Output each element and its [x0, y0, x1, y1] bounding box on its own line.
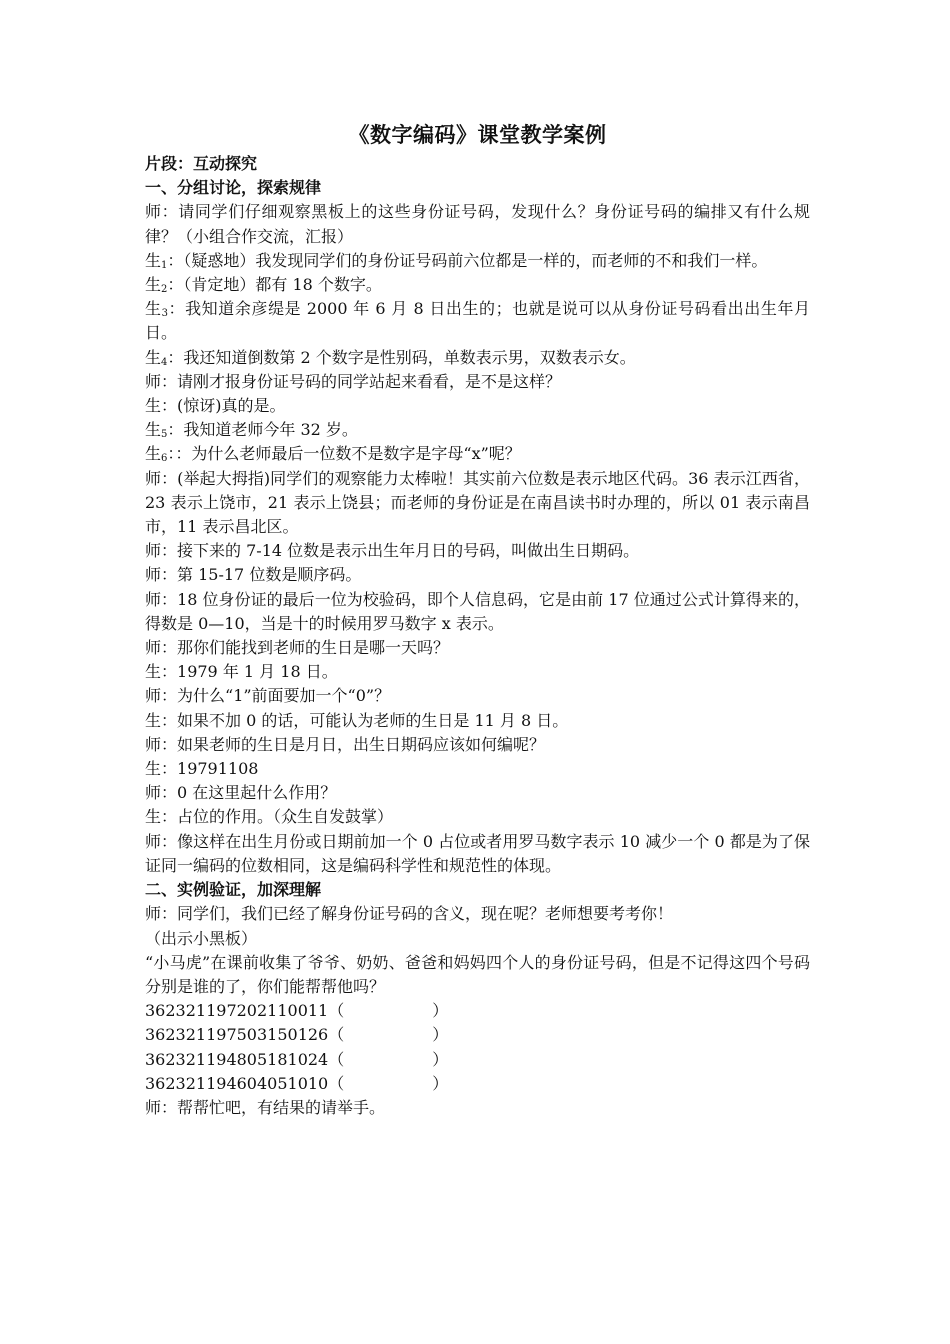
dialogue-line: [145, 297, 810, 345]
dialogue-line: [145, 200, 810, 248]
speaker: 师：: [145, 686, 178, 706]
dialogue-line: [145, 830, 810, 878]
dialogue-line: [145, 805, 810, 829]
dialogue-line: [145, 902, 810, 926]
speaker: 生: [145, 347, 162, 367]
speaker: 生：: [145, 759, 178, 779]
document-page: [145, 118, 810, 1120]
dialogue-line: [145, 394, 810, 418]
speaker: 生: [145, 250, 162, 270]
dialogue-text: 1979 年 1 月 18 日。: [177, 662, 338, 682]
answer-bracket-open: （: [328, 1025, 345, 1045]
speaker: 师：: [145, 831, 178, 851]
speaker: 师：: [145, 202, 179, 222]
dialogue-text: 请同学们仔细观察黑板上的这些身份证号码，发现什么？身份证号码的编排又有什么规律？（小组合作交流，汇报）: [145, 202, 810, 246]
speaker: 生：: [145, 662, 178, 682]
dialogue-line: [145, 346, 810, 370]
dialogue-line: [145, 249, 810, 273]
id-code: 362321197503150126: [145, 1025, 329, 1045]
speaker: 师：: [145, 1097, 178, 1117]
answer-bracket-close: ）: [432, 1025, 449, 1045]
dialogue-text: 19791108: [177, 759, 259, 779]
dialogue-text: （出示小黑板）: [145, 928, 258, 948]
speaker: 师：: [145, 468, 178, 488]
closing-line: [145, 1096, 810, 1120]
dialogue-line: [145, 636, 810, 660]
part1-heading: 一、分组讨论，探索规律: [145, 178, 322, 198]
closing-text: 帮帮忙吧，有结果的请举手。: [177, 1097, 386, 1117]
dialogue-text: ：我知道余彦缇是 2000 年 6 月 8 日出生的；也就是说可以从身份证号码看出出生年月日。: [145, 299, 810, 343]
dialogue-line: [145, 418, 810, 442]
dialogue-part2: [145, 902, 810, 999]
speaker: 生: [145, 420, 162, 440]
dialogue-text: ：我知道老师今年 32 岁。: [167, 420, 358, 440]
dialogue-line: [145, 927, 810, 951]
answer-bracket-close: ）: [432, 1049, 449, 1069]
dialogue-text: “小马虎”在课前收集了爷爷、奶奶、爸爸和妈妈四个人的身份证号码，但是不记得这四个号码分别是谁的了，你们能帮帮他吗？: [145, 952, 810, 996]
speaker: 生：: [145, 807, 178, 827]
answer-bracket-open: （: [328, 1049, 345, 1069]
id-code: 362321194805181024: [145, 1049, 329, 1069]
dialogue-text: 请刚才报身份证号码的同学站起来看看，是不是这样？: [177, 371, 562, 391]
speaker: 生: [145, 275, 162, 295]
id-code-row: [145, 1048, 810, 1072]
id-code: 362321197202110011: [145, 1001, 329, 1021]
dialogue-line: [145, 660, 810, 684]
dialogue-text: 如果不加 0 的话，可能认为老师的生日是 11 月 8 日。: [177, 710, 569, 730]
dialogue-line: [145, 951, 810, 999]
speaker: 师：: [145, 371, 178, 391]
answer-bracket-close: ）: [432, 1073, 449, 1093]
dialogue-text: ：我还知道倒数第 2 个数字是性别码，单数表示男，双数表示女。: [167, 347, 636, 367]
dialogue-line: [145, 588, 810, 636]
speaker: 生：: [145, 396, 178, 416]
dialogue-line: [145, 442, 810, 466]
dialogue-text: 占位的作用。（众生自发鼓掌）: [177, 807, 394, 827]
document-title: 《数字编码》课堂教学案例: [348, 122, 607, 147]
dialogue-text: ：：为什么老师最后一位数不是数字是字母“x”呢？: [167, 444, 521, 464]
speaker: 师：: [145, 783, 178, 803]
dialogue-text: ：（疑惑地）我发现同学们的身份证号码前六位都是一样的，而老师的不和我们一样。: [167, 250, 768, 270]
dialogue-text: 接下来的 7-14 位数是表示出生年月日的号码，叫做出生日期码。: [177, 541, 640, 561]
dialogue-line: [145, 757, 810, 781]
speaker: 师：: [145, 734, 178, 754]
dialogue-text: 像这样在出生月份或日期前加一个 0 占位或者用罗马数字表示 10 减少一个 0 都是为了保证同一编码的位数相同，这是编码科学性和规范性的体现。: [145, 831, 810, 875]
speaker: 生：: [145, 710, 178, 730]
dialogue-part1: [145, 200, 810, 878]
dialogue-line: [145, 467, 810, 540]
dialogue-text: ：（肯定地）都有 18 个数字。: [167, 275, 382, 295]
answer-bracket-open: （: [328, 1001, 345, 1021]
dialogue-line: [145, 563, 810, 587]
section-label: 片段：互动探究: [145, 154, 258, 173]
speaker: 师：: [145, 904, 178, 924]
id-code-row: [145, 1023, 810, 1047]
id-code-row: [145, 999, 810, 1023]
speaker-number: 4: [161, 356, 168, 368]
dialogue-line: [145, 709, 810, 733]
dialogue-text: (惊讶)真的是。: [177, 396, 286, 416]
dialogue-text: 那你们能找到老师的生日是哪一天吗？: [177, 638, 450, 658]
dialogue-line: [145, 370, 810, 394]
id-code-row: [145, 1072, 810, 1096]
speaker-number: 3: [161, 308, 168, 320]
dialogue-line: [145, 273, 810, 297]
speaker: 师：: [145, 565, 178, 585]
dialogue-text: 为什么“1”前面要加一个“0”？: [177, 686, 391, 706]
answer-bracket-close: ）: [432, 1001, 449, 1021]
id-code-list: [145, 999, 810, 1096]
answer-bracket-open: （: [328, 1073, 345, 1093]
speaker-number: 6: [161, 453, 168, 465]
dialogue-text: 如果老师的生日是月日，出生日期码应该如何编呢？: [177, 734, 546, 754]
dialogue-line: [145, 781, 810, 805]
id-code: 362321194604051010: [145, 1073, 329, 1093]
speaker-number: 2: [161, 284, 168, 296]
speaker: 师：: [145, 589, 178, 609]
part2-heading: 二、实例验证，加深理解: [145, 880, 322, 900]
speaker: 师：: [145, 638, 178, 658]
dialogue-text: 第 15-17 位数是顺序码。: [177, 565, 362, 585]
speaker-number: 1: [161, 259, 168, 271]
speaker: 生: [145, 444, 162, 464]
speaker: 生: [145, 299, 162, 319]
speaker: 师：: [145, 541, 178, 561]
dialogue-text: 18 位身份证的最后一位为校验码，即个人信息码，它是由前 17 位通过公式计算得来的，得数是 0—10，当是十的时候用罗马数字 x 表示。: [145, 589, 810, 633]
dialogue-text: (举起大拇指)同学们的观察能力太棒啦！其实前六位数是表示地区代码。36 表示江西省，23 表示上饶市，21 表示上饶县；而老师的身份证是在南昌读书时办理的，所以 01 表示南昌市，11 表示昌北区。: [145, 468, 810, 537]
dialogue-text: 0 在这里起什么作用？: [177, 783, 337, 803]
speaker-number: 5: [161, 429, 168, 441]
dialogue-line: [145, 684, 810, 708]
dialogue-line: [145, 733, 810, 757]
dialogue-text: 同学们，我们已经了解身份证号码的含义，现在呢？老师想要考考你！: [177, 904, 674, 924]
dialogue-line: [145, 539, 810, 563]
